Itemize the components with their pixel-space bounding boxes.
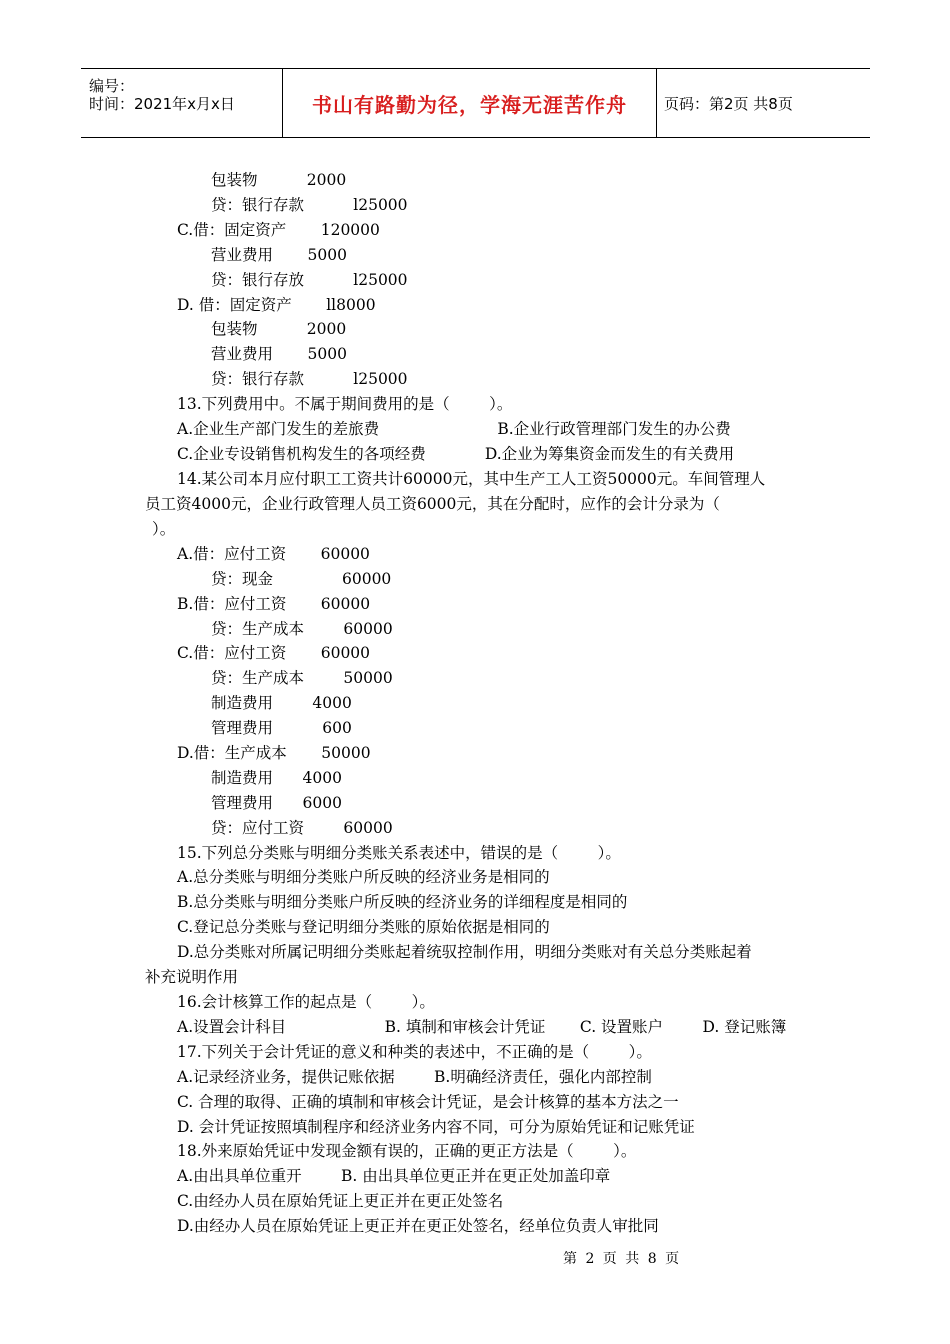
text-line: 贷：银行存款 l25000 (211, 196, 408, 214)
text-line: 补充说明作用 (145, 968, 239, 986)
text-line: 管理费用 6000 (211, 794, 343, 812)
motto: 书山有路勤为径，学海无涯苦作舟 (312, 92, 627, 117)
text-line: C.由经办人员在原始凭证上更正并在更正处签名 (177, 1192, 504, 1210)
text-line: 制造费用 4000 (211, 769, 343, 787)
header-motto-cell (282, 69, 657, 137)
text-line: 贷：应付工资 60000 (211, 819, 393, 837)
text-line: 包装物 2000 (211, 320, 347, 338)
text-line: A.由出具单位重开 B. 由出具单位更正并在更正处加盖印章 (177, 1167, 611, 1185)
text-line: A.设置会计科目 B. 填制和审核会计凭证 C. 设置账户 D. 登记账簿 (177, 1018, 787, 1036)
text-line: D. 会计凭证按照填制程序和经济业务内容不同，可分为原始凭证和记账凭证 (177, 1118, 695, 1136)
text-line: 贷：生产成本 50000 (211, 669, 393, 687)
text-line: C.借：应付工资 60000 (177, 644, 371, 662)
text-line: 管理费用 600 (211, 719, 352, 737)
text-line: C.企业专设销售机构发生的各项经费 D.企业为筹集资金而发生的有关费用 (177, 445, 735, 463)
question-13: 13.下列费用中。不属于期间费用的是（ ）。 (177, 395, 513, 413)
date-label: 时间：2021年x月x日 (89, 95, 235, 113)
question-14: 14.某公司本月应付职工工资共计60000元，其中生产工人工资50000元。车间管理人 (177, 470, 766, 488)
text-line: B.总分类账与明细分类账户所反映的经济业务的详细程度是相同的 (177, 893, 628, 911)
page-footer: 第 2 页 共 8 页 (563, 1251, 682, 1267)
question-16: 16.会计核算工作的起点是（ ）。 (177, 993, 435, 1011)
header-left-cell (81, 69, 282, 137)
question-18: 18.外来原始凭证中发现金额有误的，正确的更正方法是（ ）。 (177, 1142, 637, 1160)
text-line: A.记录经济业务，提供记账依据 B.明确经济责任，强化内部控制 (177, 1068, 652, 1086)
text-line: B.借：应付工资 60000 (177, 595, 371, 613)
page-indicator: 页码：第2页 共8页 (664, 94, 793, 113)
text-line: 制造费用 4000 (211, 694, 352, 712)
text-line: ）。 (152, 520, 176, 538)
text-line: D.借：生产成本 50000 (177, 744, 371, 762)
text-line: 包装物 2000 (211, 171, 347, 189)
text-line: A.借：应付工资 60000 (177, 545, 370, 563)
text-line: 贷：生产成本 60000 (211, 620, 393, 638)
text-line: D.总分类账对所属记明细分类账起着统驭控制作用，明细分类账对有关总分类账起着 (177, 943, 752, 961)
text-line: A.总分类账与明细分类账户所反映的经济业务是相同的 (177, 868, 550, 886)
text-line: 员工资4000元，企业行政管理人员工资6000元，其在分配时，应作的会计分录为（ (145, 495, 720, 513)
text-line: 营业费用 5000 (211, 345, 347, 363)
page-header (81, 68, 870, 138)
text-line: 营业费用 5000 (211, 246, 347, 264)
text-line: D. 借：固定资产 ll8000 (177, 296, 376, 314)
text-line: D.由经办人员在原始凭证上更正并在更正处签名，经单位负责人审批同 (177, 1217, 659, 1235)
text-line: 贷：银行存款 l25000 (211, 370, 408, 388)
number-label: 编号： (89, 77, 135, 95)
question-17: 17.下列关于会计凭证的意义和种类的表述中，不正确的是（ ）。 (177, 1043, 652, 1061)
text-line: 贷：银行存放 l25000 (211, 271, 408, 289)
text-line: C.登记总分类账与登记明细分类账的原始依据是相同的 (177, 918, 550, 936)
text-line: C.借：固定资产 120000 (177, 221, 380, 239)
text-line: 贷：现金 60000 (211, 570, 392, 588)
question-15: 15.下列总分类账与明细分类账关系表述中，错误的是（ ）。 (177, 844, 621, 862)
text-line: C. 合理的取得、正确的填制和审核会计凭证，是会计核算的基本方法之一 (177, 1093, 679, 1111)
text-line: A.企业生产部门发生的差旅费 B.企业行政管理部门发生的办公费 (177, 420, 731, 438)
header-right-cell (656, 69, 870, 137)
